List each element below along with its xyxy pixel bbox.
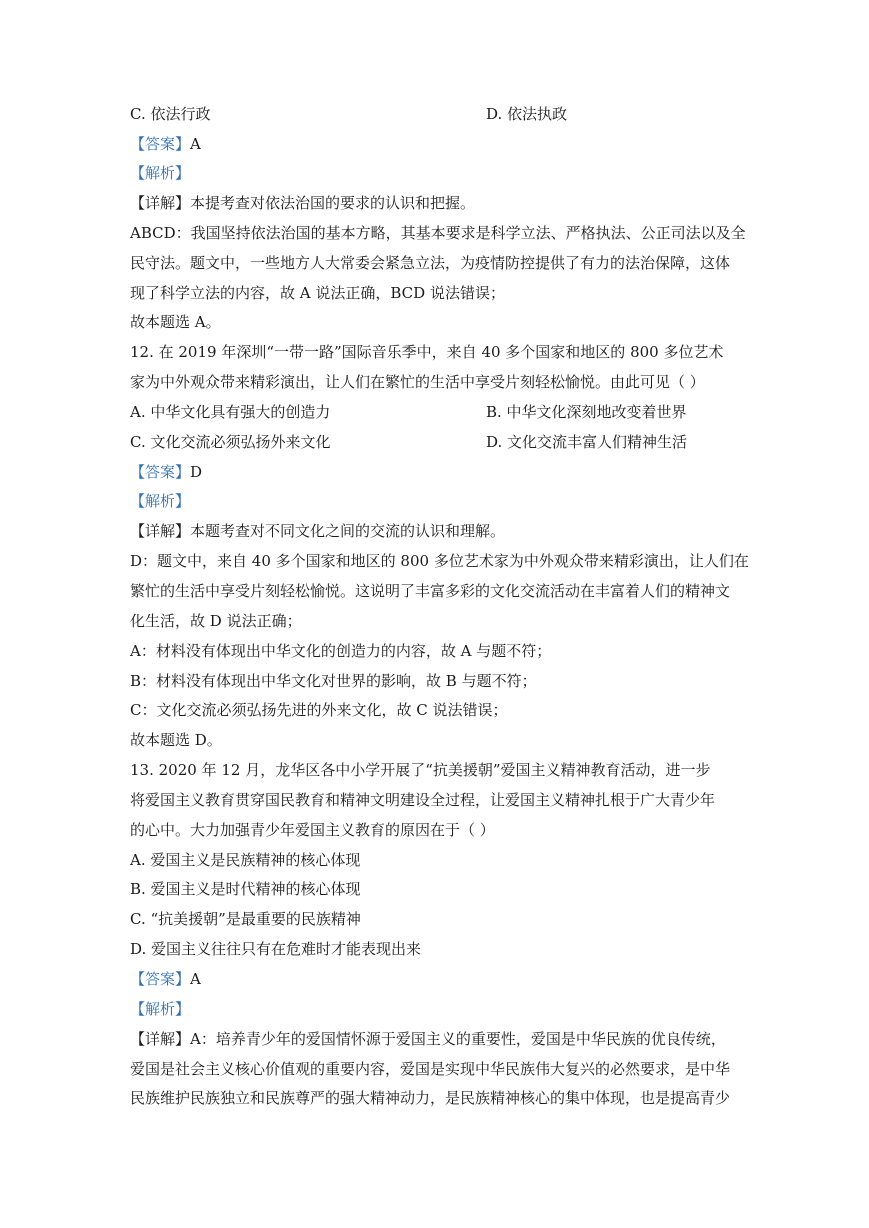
q12-paragraph-2: 繁忙的生活中享受片刻轻松愉悦。这说明了丰富多彩的文化交流活动在丰富着人们的精神文: [130, 582, 731, 600]
q12-detail: [130, 521, 505, 541]
q12-option-b: B. 中华文化深刻地改变着世界: [486, 403, 687, 421]
q12-paragraph-6: C：文化交流必须弘扬先进的外来文化，故 C 说法错误；: [130, 701, 508, 719]
q11-paragraph-1: ABCD：我国坚持依法治国的基本方略，其基本要求是科学立法、严格执法、公正司法以及全: [130, 224, 746, 242]
answer-tag: 【答案】: [130, 970, 191, 988]
q11-paragraph-3: 现了科学立法的内容，故 A 说法正确，BCD 说法错误；: [130, 284, 505, 302]
q11-option-c: C. 依法行政: [130, 105, 211, 123]
answer-value: A: [190, 135, 201, 153]
answer-tag: 【答案】: [130, 135, 191, 153]
q11-answer: [130, 134, 201, 154]
detail-tag: 【详解】: [130, 194, 191, 212]
answer-value: D: [190, 463, 203, 481]
q13-analysis-tag: 【解析】: [130, 1000, 191, 1018]
q12-stem-1: 12. 在 2019 年深圳“一带一路”国际音乐季中，来自 40 多个国家和地区的 800 多位艺术: [130, 343, 724, 361]
detail-tag: 【详解】: [130, 522, 191, 540]
answer-value: A: [190, 970, 201, 988]
q12-paragraph-5: B：材料没有体现出中华文化对世界的影响，故 B 与题不符；: [130, 672, 537, 690]
q11-option-d: D. 依法执政: [486, 105, 568, 123]
detail-text: 本题考查对不同文化之间的交流的认识和理解。: [190, 522, 506, 540]
q13-paragraph-3: 民族维护民族独立和民族尊严的强大精神动力，是民族精神核心的集中体现，也是提高青少: [130, 1089, 731, 1107]
q12-paragraph-1: D：题文中，来自 40 多个国家和地区的 800 多位艺术家为中外观众带来精彩演出，让人们在: [130, 552, 749, 570]
q12-option-d: D. 文化交流丰富人们精神生活: [486, 433, 688, 451]
q13-stem-1: 13. 2020 年 12 月，龙华区各中小学开展了“抗美援朝”爱国主义精神教育活动，进一步: [130, 761, 711, 779]
q13-paragraph-2: 爱国是社会主义核心价值观的重要内容，爱国是实现中华民族伟大复兴的必然要求，是中华: [130, 1060, 731, 1078]
q11-paragraph-2: 民守法。题文中，一些地方人大常委会紧急立法，为疫情防控提供了有力的法治保障，这体: [130, 254, 731, 272]
q13-answer: [130, 969, 201, 989]
q13-stem-3: 的心中。大力加强青少年爱国主义教育的原因在于（ ）: [130, 821, 495, 839]
q12-paragraph-4: A：材料没有体现出中华文化的创造力的内容，故 A 与题不符；: [130, 642, 552, 660]
q13-option-a: A. 爱国主义是民族精神的核心体现: [130, 851, 361, 869]
detail-text: 本提考查对依法治国的要求的认识和把握。: [190, 194, 476, 212]
q12-paragraph-7: 故本题选 D。: [130, 731, 222, 749]
detail-tag: 【详解】: [130, 1030, 191, 1048]
q11-paragraph-4: 故本题选 A。: [130, 313, 221, 331]
q12-option-a: A. 中华文化具有强大的创造力: [130, 403, 331, 421]
q12-stem-2: 家为中外观众带来精彩演出，让人们在繁忙的生活中享受片刻轻松愉悦。由此可见（ ）: [130, 373, 705, 391]
q11-detail: [130, 193, 475, 213]
q12-option-c: C. 文化交流必须弘扬外来文化: [130, 433, 331, 451]
q13-option-c: C. “抗美援朝”是最重要的民族精神: [130, 910, 361, 928]
detail-text: A：培养青少年的爱国情怀源于爱国主义的重要性，爱国是中华民族的优良传统，: [190, 1030, 726, 1048]
q13-detail: [130, 1029, 726, 1049]
q13-option-d: D. 爱国主义往往只有在危难时才能表现出来: [130, 940, 422, 958]
answer-tag: 【答案】: [130, 463, 191, 481]
q12-analysis-tag: 【解析】: [130, 492, 191, 510]
q11-analysis-tag: 【解析】: [130, 164, 191, 182]
q13-option-b: B. 爱国主义是时代精神的核心体现: [130, 880, 361, 898]
q13-stem-2: 将爱国主义教育贯穿国民教育和精神文明建设全过程，让爱国主义精神扎根于广大青少年: [130, 791, 716, 809]
q12-paragraph-3: 化生活，故 D 说法正确；: [130, 612, 302, 630]
q12-answer: [130, 462, 202, 482]
